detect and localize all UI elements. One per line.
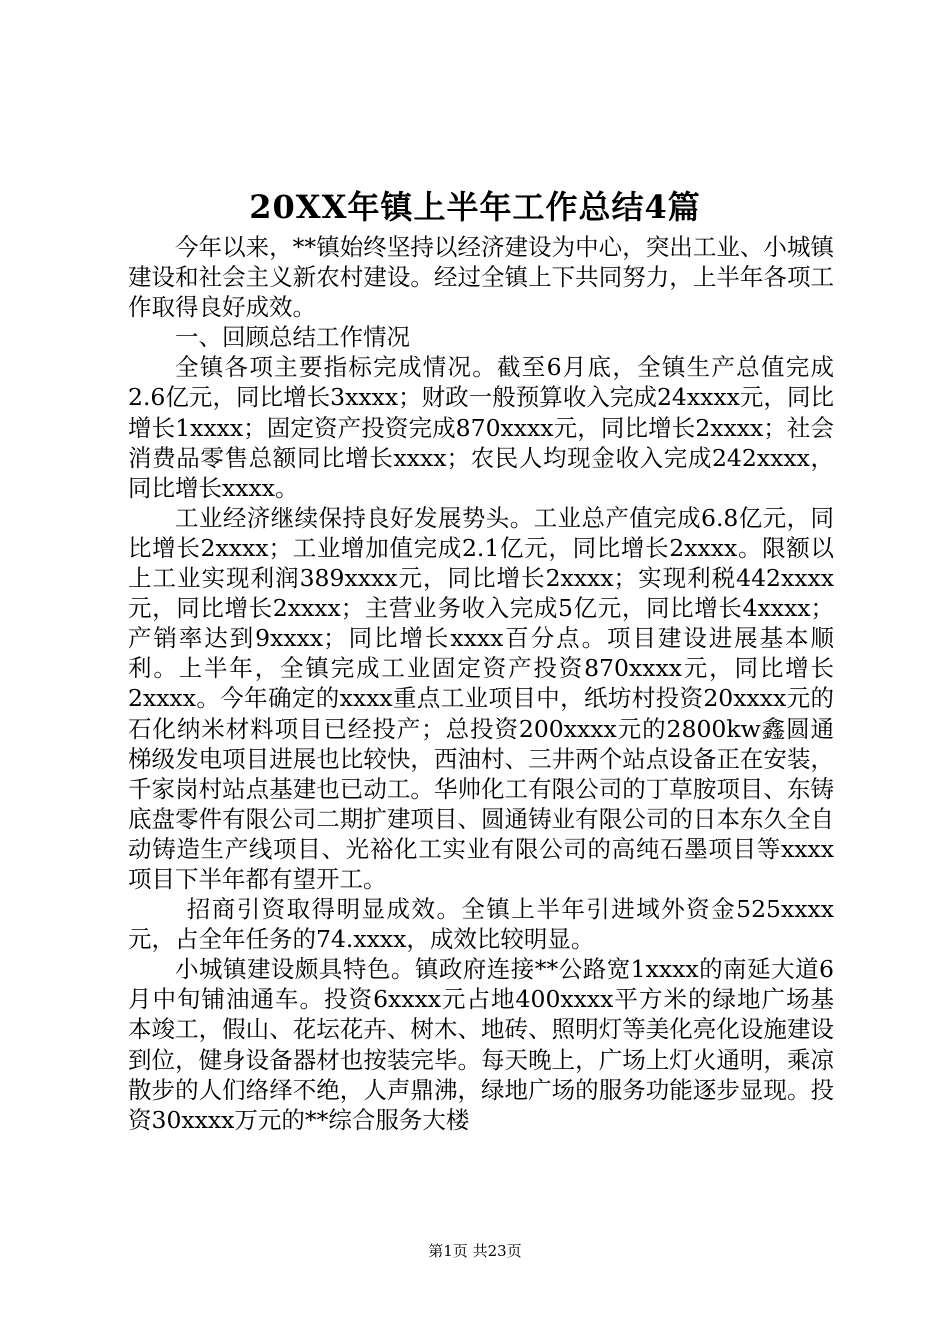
paragraph-investment: 招商引资取得明显成效。全镇上半年引进域外资金525xxxx元，占全年任务的74.xxxx，成效比较明显。 [128, 895, 834, 954]
document-body [128, 232, 834, 1135]
paragraph-town-construction: 小城镇建设颇具特色。镇政府连接**公路宽1xxxx的南延大道6月中旬铺油通车。投资6xxxx元占地400xxxx平方米的绿地广场基本竣工，假山、花坛花卉、树木、地砖、照明灯等美化亮化设施建设到位，健身设备器材也按装完毕。每天晚上，广场上灯火通明，乘凉散步的人们络绎不绝，人声鼎沸，绿地广场的服务功能逐步显现。投资30xxxx万元的**综合服务大楼 [128, 955, 834, 1134]
document-title: 20XX年镇上半年工作总结4篇 [249, 188, 701, 226]
page-footer: 第1页 共23页 [428, 1242, 522, 1260]
paragraph-industry: 工业经济继续保持良好发展势头。工业总产值完成6.8亿元，同比增长2xxxx；工业增加值完成2.1亿元，同比增长2xxxx。限额以上工业实现利润389xxxx元，同比增长2xxxx；实现利税442xxxx元，同比增长2xxxx；主营业务收入完成5亿元，同比增长4xxxx；产销率达到9xxxx；同比增长xxxx百分点。项目建设进展基本顺利。上半年，全镇完成工业固定资产投资870xxxx元，同比增长2xxxx。今年确定的xxxx重点工业项目中，纸坊村投资20xxxx元的石化纳米材料项目已经投产；总投资200xxxx元的2800kw鑫圆通梯级发电项目进展也比较快，西油村、三井两个站点设备正在安装，千家岗村站点基建也已动工。华帅化工有限公司的丁草胺项目、东铸底盘零件有限公司二期扩建项目、圆通铸业有限公司的日本东久全自动铸造生产线项目、光裕化工实业有限公司的高纯石墨项目等xxxx项目下半年都有望开工。 [128, 503, 834, 893]
paragraph-intro: 今年以来，**镇始终坚持以经济建设为中心，突出工业、小城镇建设和社会主义新农村建设。经过全镇上下共同努力，上半年各项工作取得良好成效。 [128, 233, 834, 322]
paragraph-indicators: 全镇各项主要指标完成情况。截至6月底，全镇生产总值完成2.6亿元，同比增长3xxxx；财政一般预算收入完成24xxxx元，同比增长1xxxx；固定资产投资完成870xxxx元，同比增长2xxxx；社会消费品零售总额同比增长xxxx；农民人均现金收入完成242xxxx，同比增长xxxx。 [128, 353, 834, 502]
section-heading: 一、回顾总结工作情况 [175, 323, 410, 352]
